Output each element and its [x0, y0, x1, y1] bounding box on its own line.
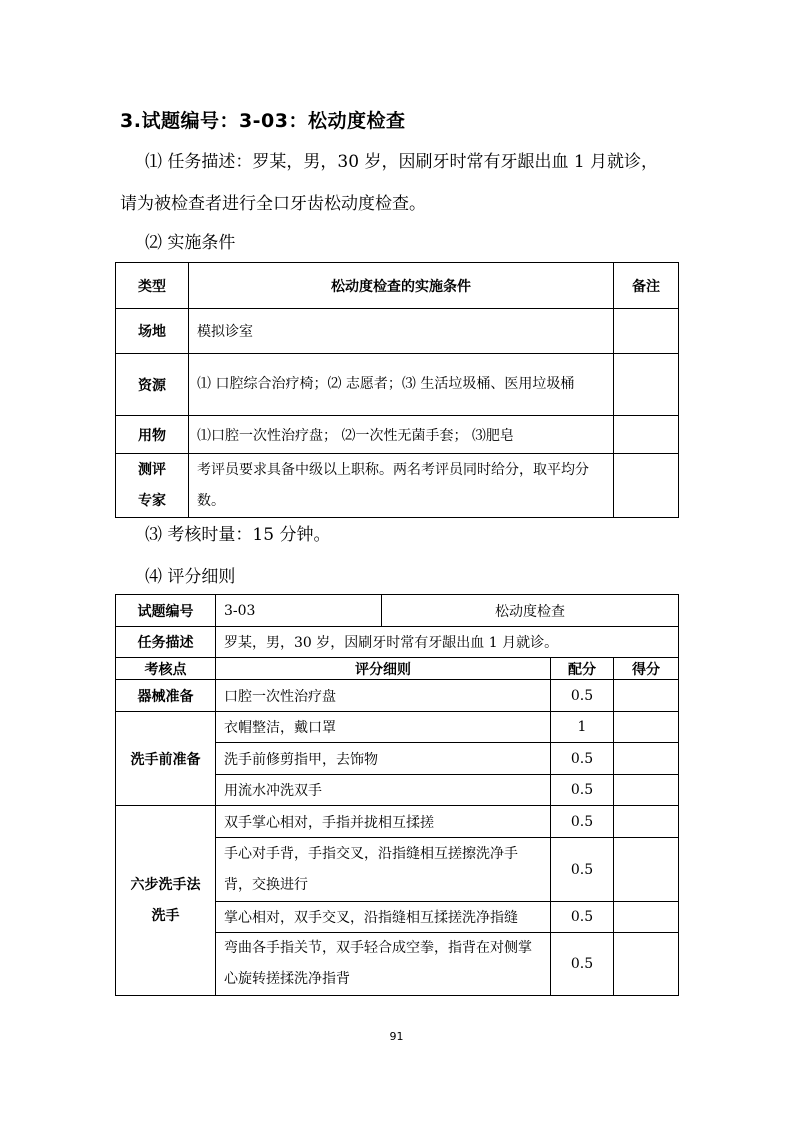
table-row	[116, 712, 679, 743]
header-assessment-point: 考核点	[116, 658, 216, 680]
item-score	[614, 680, 679, 712]
header-conditions: 松动度检查的实施条件	[189, 263, 614, 309]
item-score	[614, 933, 679, 996]
item-text: 手心对手背，手指交叉，沿指缝相互搓擦洗净手背，交换进行	[216, 838, 551, 902]
scoring-table	[115, 594, 679, 996]
item-points: 0.5	[551, 806, 614, 838]
group-name-line1: 六步洗手法	[130, 876, 201, 893]
item-points: 0.5	[551, 933, 614, 996]
id-label: 试题编号	[116, 595, 216, 627]
item-points: 0.5	[551, 743, 614, 775]
row-content: ⑴ 口腔综合治疗椅；⑵ 志愿者；⑶ 生活垃圾桶、医用垃圾桶	[189, 354, 614, 416]
header-scoring-detail: 评分细则	[216, 658, 551, 680]
table-row	[116, 309, 679, 354]
item-text: 衣帽整洁，戴口罩	[216, 712, 551, 743]
row-type: 用物	[116, 416, 189, 454]
table-row	[116, 454, 679, 518]
item-score	[614, 743, 679, 775]
row-note	[614, 454, 679, 518]
item-score	[614, 902, 679, 933]
group-name: 洗手前准备	[116, 712, 216, 806]
desc-label: 任务描述	[116, 627, 216, 658]
section-3-duration: ⑶ 考核时量：15 分钟。	[145, 525, 331, 545]
row-content: 考评员要求具备中级以上职称。两名考评员同时给分，取平均分数。	[189, 454, 614, 518]
desc-value: 罗某，男，30 岁，因刷牙时常有牙龈出血 1 月就诊。	[216, 627, 679, 658]
item-score	[614, 712, 679, 743]
header-type: 类型	[116, 263, 189, 309]
task-description-line1: ⑴ 任务描述：罗某，男，30 岁，因刷牙时常有牙龈出血 1 月就诊，	[145, 152, 659, 172]
item-score	[614, 775, 679, 806]
table-row	[116, 806, 679, 838]
header-score: 得分	[614, 658, 679, 680]
item-points: 0.5	[551, 838, 614, 902]
item-score	[614, 806, 679, 838]
conditions-table	[115, 262, 679, 518]
header-points: 配分	[551, 658, 614, 680]
row-content: 模拟诊室	[189, 309, 614, 354]
title-value: 松动度检查	[382, 595, 679, 627]
item-text: 掌心相对，双手交叉，沿指缝相互揉搓洗净指缝	[216, 902, 551, 933]
group-name-line2: 洗手	[151, 907, 180, 924]
task-description-line2: 请为被检查者进行全口牙齿松动度检查。	[120, 194, 426, 214]
group-name: 器械准备	[116, 680, 216, 712]
table-row	[116, 354, 679, 416]
item-points: 0.5	[551, 775, 614, 806]
section-2-title: ⑵ 实施条件	[145, 233, 236, 253]
table-row	[116, 595, 679, 627]
row-content: ⑴口腔一次性治疗盘； ⑵一次性无菌手套； ⑶肥皂	[189, 416, 614, 454]
row-type: 资源	[116, 354, 189, 416]
section-4-title: ⑷ 评分细则	[145, 567, 236, 587]
row-type	[116, 454, 189, 518]
item-points: 1	[551, 712, 614, 743]
item-text: 双手掌心相对，手指并拢相互揉搓	[216, 806, 551, 838]
item-score	[614, 838, 679, 902]
page-number: 91	[389, 1030, 404, 1043]
table-row	[116, 627, 679, 658]
item-text: 用流水冲洗双手	[216, 775, 551, 806]
row-note	[614, 309, 679, 354]
item-text: 洗手前修剪指甲，去饰物	[216, 743, 551, 775]
table-row	[116, 416, 679, 454]
table-header-row	[116, 263, 679, 309]
header-notes: 备注	[614, 263, 679, 309]
item-points: 0.5	[551, 902, 614, 933]
id-value: 3-03	[216, 595, 382, 627]
item-text: 弯曲各手指关节，双手轻合成空拳，指背在对侧掌心旋转搓揉洗净指背	[216, 933, 551, 996]
group-name	[116, 806, 216, 996]
item-text: 口腔一次性治疗盘	[216, 680, 551, 712]
item-points: 0.5	[551, 680, 614, 712]
row-note	[614, 416, 679, 454]
row-note	[614, 354, 679, 416]
table-header-row	[116, 658, 679, 680]
section-heading: 3.试题编号：3-03：松动度检查	[120, 110, 406, 132]
table-row	[116, 680, 679, 712]
row-type-line2: 专家	[138, 492, 166, 509]
row-type: 场地	[116, 309, 189, 354]
row-type-line1: 测评	[138, 461, 166, 478]
